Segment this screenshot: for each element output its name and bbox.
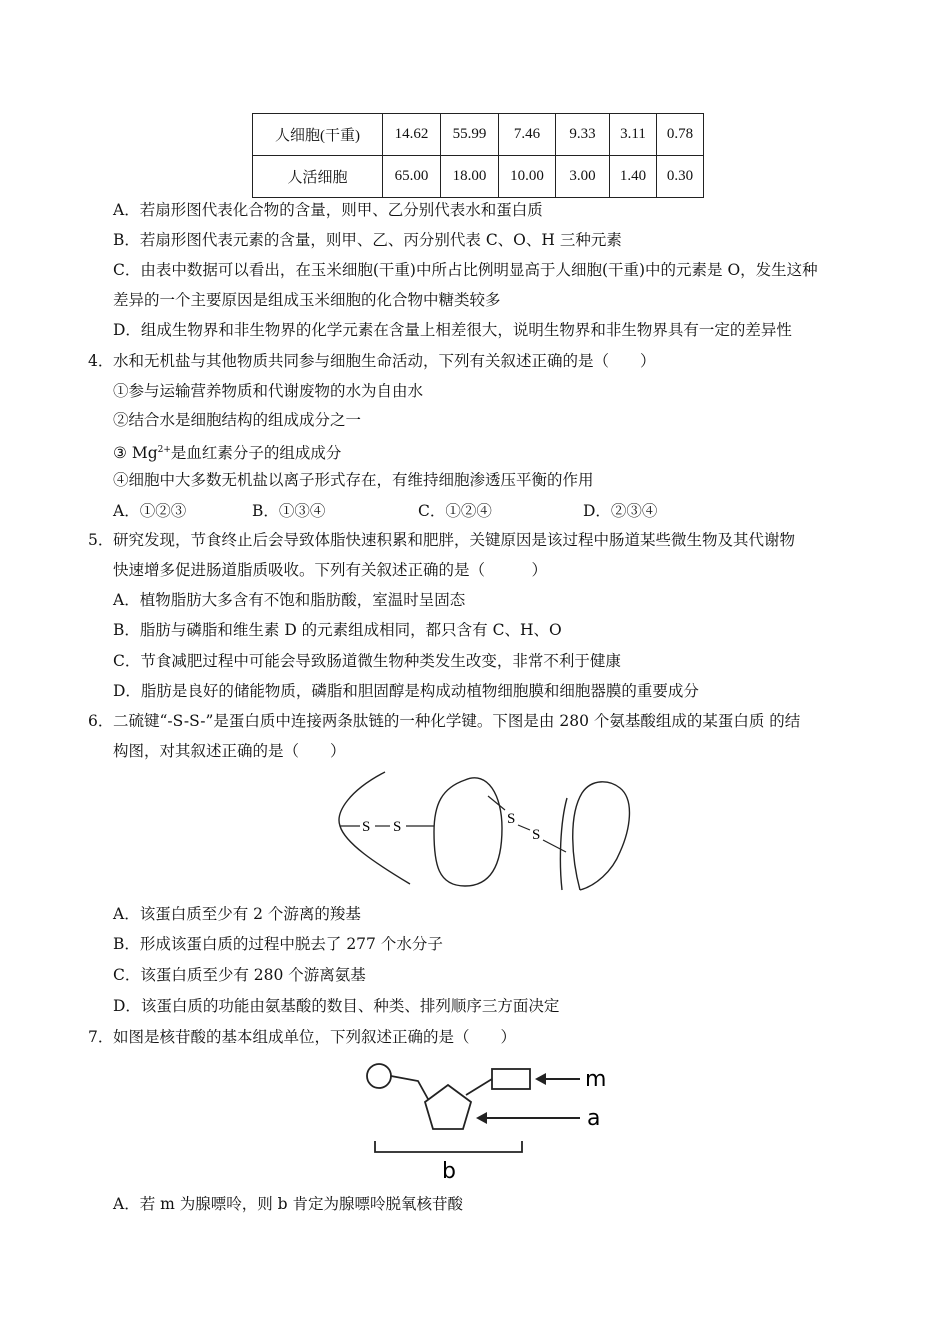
base-bond bbox=[466, 1079, 492, 1095]
table-cell: 3.00 bbox=[556, 156, 610, 198]
q4-option-b: B．①③④ bbox=[252, 502, 326, 520]
peptide-chain-3 bbox=[573, 782, 630, 890]
arrow-m-head bbox=[535, 1073, 546, 1085]
bracket-b bbox=[375, 1141, 522, 1152]
peptide-chain-2 bbox=[434, 778, 502, 886]
table-cell: 0.78 bbox=[657, 114, 704, 156]
q4-number: 4． bbox=[88, 352, 114, 370]
sulfur-label: S bbox=[507, 811, 516, 827]
q3-option-d: D．组成生物界和非生物界的化学元素在含量上相差很大，说明生物界和非生物界具有一定的差异性 bbox=[113, 321, 792, 339]
q6-stem-cont: 构图，对其叙述正确的是（ ） bbox=[113, 742, 346, 760]
q5-option-d: D．脂肪是良好的储能物质，磷脂和胆固醇是构成动植物细胞膜和细胞器膜的重要成分 bbox=[113, 682, 699, 700]
table-cell: 9.33 bbox=[556, 114, 610, 156]
phosphate-bond bbox=[391, 1076, 428, 1099]
table-cell: 人细胞(干重) bbox=[253, 114, 383, 156]
bond-line bbox=[488, 796, 505, 810]
label-m: m bbox=[585, 1067, 607, 1092]
peptide-chain-3-tail bbox=[560, 798, 567, 890]
table-cell: 3.11 bbox=[610, 114, 657, 156]
arrow-a-head bbox=[476, 1112, 487, 1124]
table-cell: 65.00 bbox=[383, 156, 441, 198]
q4-statement-3 bbox=[113, 439, 341, 464]
q6-option-c: C．该蛋白质至少有 280 个游离氨基 bbox=[113, 966, 366, 984]
q5-number: 5． bbox=[88, 531, 114, 549]
q4-statement-2: ②结合水是细胞结构的组成成分之一 bbox=[113, 411, 362, 429]
nucleotide-figure bbox=[360, 1055, 620, 1185]
q5-option-b: B．脂肪与磷脂和维生素 D 的元素组成相同，都只含有 C、H、O bbox=[113, 621, 562, 639]
table-cell: 18.00 bbox=[441, 156, 499, 198]
q3-option-b: B．若扇形图代表元素的含量，则甲、乙、丙分别代表 C、O、H 三种元素 bbox=[113, 231, 622, 249]
sulfur-label: S bbox=[362, 819, 371, 835]
protein-disulfide-figure bbox=[330, 768, 640, 892]
table-cell: 55.99 bbox=[441, 114, 499, 156]
q4-option-c: C．①②④ bbox=[418, 502, 492, 520]
q4-stem: 水和无机盐与其他物质共同参与细胞生命活动，下列有关叙述正确的是（ ） bbox=[113, 352, 656, 370]
table-cell: 0.30 bbox=[657, 156, 704, 198]
table-cell: 14.62 bbox=[383, 114, 441, 156]
table-row bbox=[253, 114, 704, 156]
q4-statement-4: ④细胞中大多数无机盐以离子形式存在，有维持细胞渗透压平衡的作用 bbox=[113, 471, 594, 489]
bond-line bbox=[543, 840, 566, 852]
table-row bbox=[253, 156, 704, 198]
table-cell: 人活细胞 bbox=[253, 156, 383, 198]
q6-option-d: D．该蛋白质的功能由氨基酸的数目、种类、排列顺序三方面决定 bbox=[113, 997, 560, 1015]
q4-option-d: D．②③④ bbox=[583, 502, 658, 520]
q4-statement-1: ①参与运输营养物质和代谢废物的水为自由水 bbox=[113, 382, 424, 400]
q7-stem: 如图是核苷酸的基本组成单位，下列叙述正确的是（ ） bbox=[113, 1028, 517, 1046]
element-content-table bbox=[252, 113, 704, 198]
table-cell: 10.00 bbox=[499, 156, 556, 198]
sulfur-label: S bbox=[532, 827, 541, 843]
q6-stem: 二硫键“-S-S-”是蛋白质中连接两条肽链的一种化学键。下图是由 280 个氨基酸组成的某蛋白质 的结 bbox=[113, 712, 801, 730]
table-cell: 7.46 bbox=[499, 114, 556, 156]
q6-option-a: A．该蛋白质至少有 2 个游离的羧基 bbox=[113, 905, 361, 923]
base-rect bbox=[492, 1069, 530, 1089]
q4-s3-pre: ③ Mg bbox=[113, 444, 158, 463]
table-cell: 1.40 bbox=[610, 156, 657, 198]
q5-option-a: A．植物脂肪大多含有不饱和脂肪酸，室温时呈固态 bbox=[113, 591, 466, 609]
label-b: b bbox=[442, 1159, 456, 1184]
q5-option-c: C．节食减肥过程中可能会导致肠道微生物种类发生改变，非常不利于健康 bbox=[113, 652, 621, 670]
q7-number: 7． bbox=[88, 1028, 114, 1046]
q5-stem-cont: 快速增多促进肠道脂质吸收。下列有关叙述正确的是（ ） bbox=[113, 561, 548, 579]
sulfur-label: S bbox=[393, 819, 402, 835]
q4-s3-sup: 2+ bbox=[157, 445, 171, 455]
q6-option-b: B．形成该蛋白质的过程中脱去了 277 个水分子 bbox=[113, 935, 443, 953]
q6-number: 6． bbox=[88, 712, 114, 730]
label-a: a bbox=[587, 1106, 601, 1131]
q3-option-c: C．由表中数据可以看出，在玉米细胞(干重)中所占比例明显高于人细胞(干重)中的元素是 O，发生这种 bbox=[113, 261, 818, 279]
bond-line bbox=[518, 825, 530, 830]
phosphate-circle bbox=[367, 1064, 391, 1088]
q4-options bbox=[113, 499, 873, 521]
q4-s3-post: 是血红素分子的组成成分 bbox=[170, 444, 342, 463]
q5-stem: 研究发现，节食终止后会导致体脂快速积累和肥胖，关键原因是该过程中肠道某些微生物及其代谢物 bbox=[113, 531, 796, 549]
pentose-sugar bbox=[425, 1085, 471, 1129]
q7-option-a: A．若 m 为腺嘌呤，则 b 肯定为腺嘌呤脱氧核苷酸 bbox=[113, 1195, 464, 1213]
q4-option-a: A．①②③ bbox=[113, 502, 187, 520]
q3-option-c-cont: 差异的一个主要原因是组成玉米细胞的化合物中糖类较多 bbox=[113, 291, 501, 309]
q3-option-a: A．若扇形图代表化合物的含量，则甲、乙分别代表水和蛋白质 bbox=[113, 201, 543, 219]
